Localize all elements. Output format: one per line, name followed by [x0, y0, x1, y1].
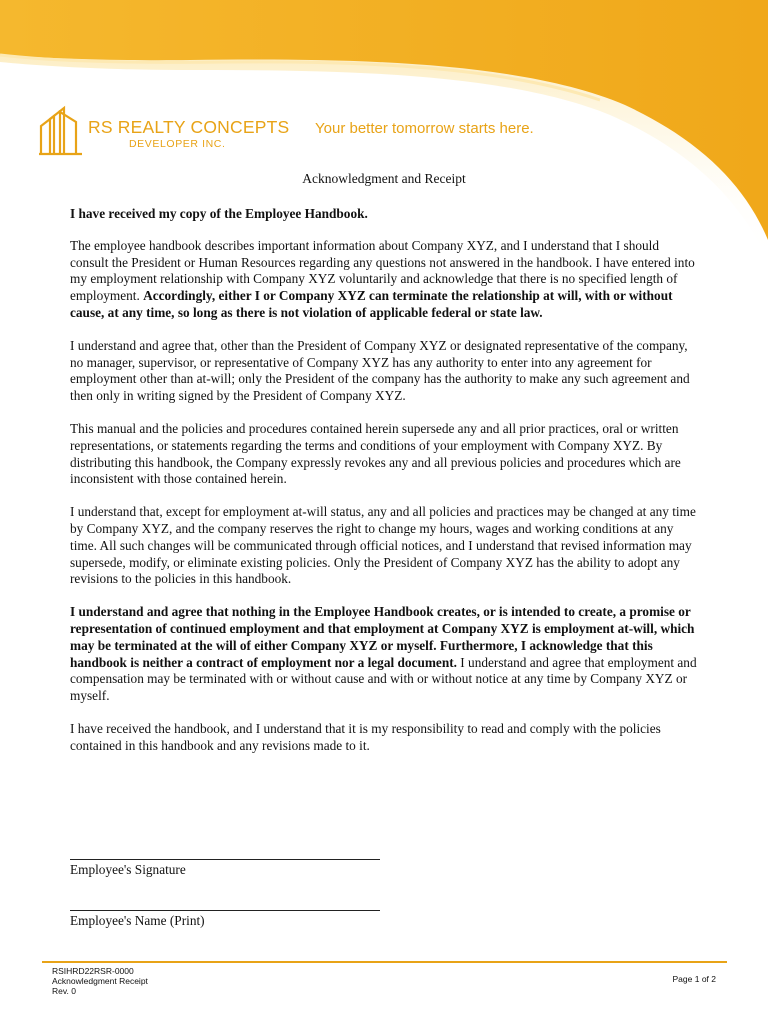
- page-number: Page 1 of 2: [672, 974, 716, 984]
- footer-rev: Rev. 0: [52, 986, 76, 996]
- paragraph-not-contract-text: I understand and agree that employment and compensation may be terminated with or without cause and with or without notice at any time by Company XYZ or myself.: [70, 654, 697, 704]
- brand: [88, 119, 289, 149]
- name-line[interactable]: [70, 910, 380, 911]
- footer-doc-name: Acknowledgment Receipt: [52, 976, 148, 986]
- paragraph-at-will-text: The employee handbook describes important information about Company XYZ, and I understand that I should consult the President or Human Resources regarding any questions not answered in the handbook. I have entered into my employment relationship with Company XYZ voluntarily and acknowledge that there is no specified length of employment.: [70, 237, 695, 304]
- document-title: Acknowledgment and Receipt: [302, 171, 466, 186]
- brand-subtitle: DEVELOPER INC.: [129, 137, 226, 150]
- document-body: [70, 206, 700, 771]
- name-label: Employee's Name (Print): [70, 913, 205, 928]
- paragraph-received: I have received the handbook, and I understand that it is my responsibility to read and comply with the policies contained in this handbook and any revisions made to it.: [70, 720, 661, 753]
- paragraph-not-contract-bold: I understand and agree that nothing in the Employee Handbook creates, or is intended to create, a promise or representation of continued employment and that employment at Company XYZ is employment at-will, which may be terminated at the will of either Company XYZ or myself. Furthermore, I acknowledge that this handbook is neither a contract of employment nor a legal document.: [70, 604, 695, 670]
- intro-text: I have received my copy of the Employee Handbook.: [70, 206, 368, 221]
- paragraph-at-will-bold: Accordingly, either I or Company XYZ can terminate the relationship at will, with or without cause, at any time, so long as there is not violation of applicable federal or state law.: [70, 288, 673, 320]
- paragraph-supersede: This manual and the policies and procedures contained herein supersede any and all prior practices, oral or written representations, or statements regarding the terms and conditions of your employment with Company XYZ. By distributing this handbook, the Company expressly revokes any and all previous policies and procedures which are inconsistent with those contained herein.: [70, 420, 681, 487]
- intro-paragraph: [70, 206, 700, 223]
- footer-code: RSIHRD22RSR-0000: [52, 966, 134, 976]
- signature-label: Employee's Signature: [70, 862, 186, 877]
- footer-info: [52, 966, 148, 996]
- building-outline-icon: [38, 104, 84, 158]
- paragraph-authority: I understand and agree that, other than the President of Company XYZ or designated representative of the company, no manager, supervisor, or representative of Company XYZ has any authority to enter into any agreement for employment other than at-will; only the President of the company has the authority to make any such agreement and then only in writing signed by the President of Company XYZ.: [70, 337, 690, 404]
- paragraph-at-will: [70, 238, 700, 322]
- footer-rule: [42, 961, 727, 963]
- paragraph-not-contract: [70, 604, 700, 705]
- paragraph-changes: I understand that, except for employment at-will status, any and all policies and practices may be changed at any time by Company XYZ, and the company reserves the right to change my hours, wages and working conditions at any time. All such changes will be communicated through official notices, and I understand that revised information may supersede, modify, or eliminate existing policies. Only the President of Company XYZ has the ability to adopt any revisions to the policies in this handbook.: [70, 504, 696, 587]
- brand-name: RS REALTY CONCEPTS: [88, 117, 290, 137]
- tagline: Your better tomorrow starts here.: [315, 120, 534, 137]
- signature-line[interactable]: [70, 859, 380, 860]
